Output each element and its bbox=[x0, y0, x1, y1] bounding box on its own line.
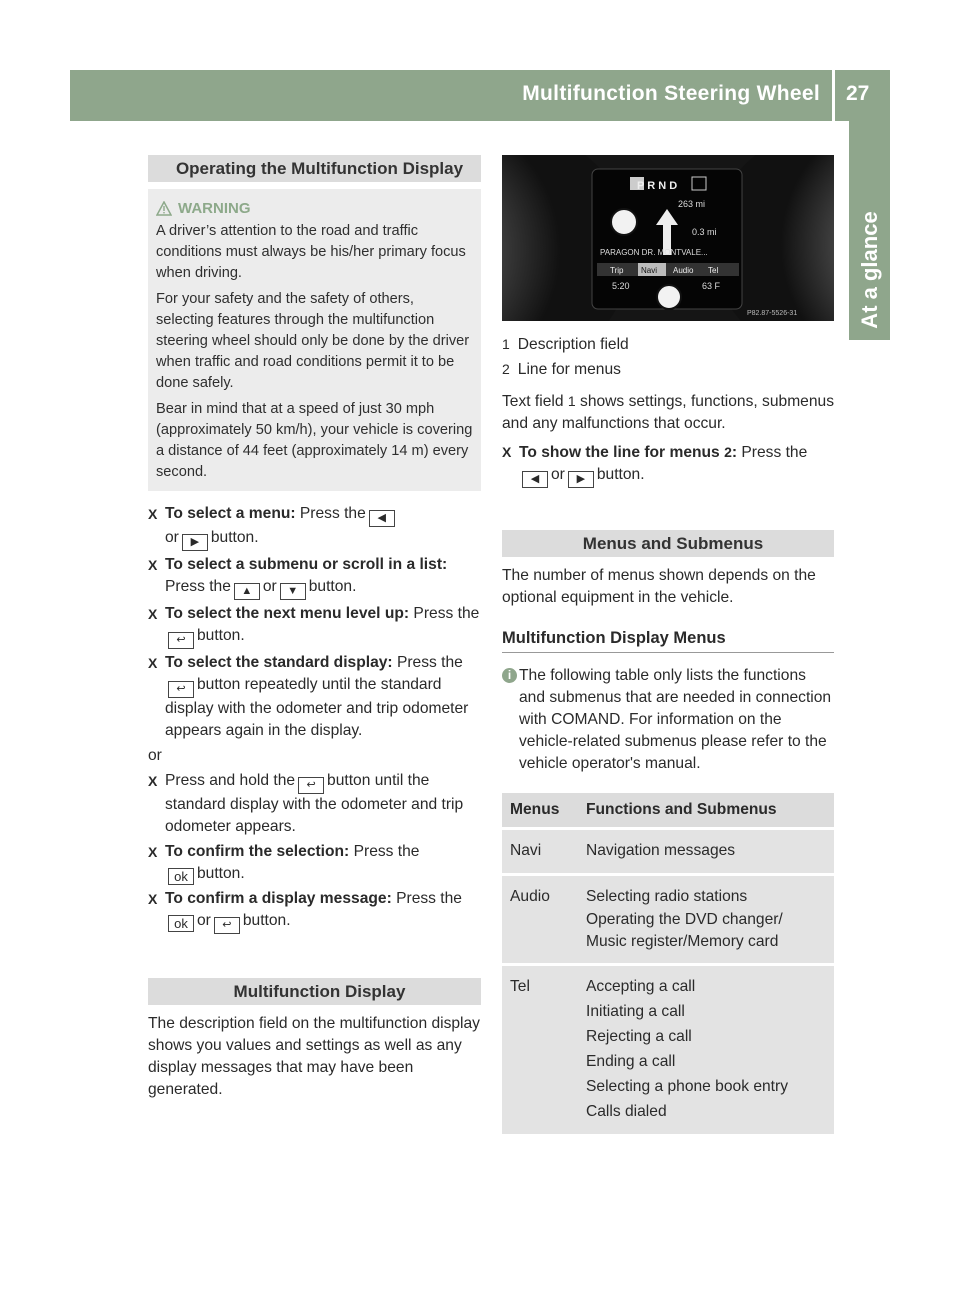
warning-paragraph: For your safety and the safety of others, selecting features through the multifunction steering wheel should only be done by the driver when traffic and road conditions permit it to be done safely. bbox=[156, 291, 470, 391]
cluster-illustration bbox=[502, 155, 834, 321]
step-standard-display: X To select the standard display: Press the ↩ button repeatedly until the standard display with the odometer and trip odometer appears again in the display. bbox=[148, 654, 469, 739]
side-tab-label-box bbox=[849, 200, 890, 340]
warning-title bbox=[156, 198, 473, 219]
warning-paragraph: A driver’s attention to the road and traffic conditions must always be his/her primary focus when driving. bbox=[156, 223, 466, 281]
column-header: Menus bbox=[502, 793, 578, 827]
ok-key-icon: ok bbox=[168, 868, 194, 885]
warning-paragraph: Bear in mind that at a speed of just 30 mph (approximately 50 km/h), your vehicle is covering a distance of 44 feet (approximately 14 m) every second. bbox=[156, 401, 473, 480]
callout-2-icon: 2 bbox=[502, 361, 510, 377]
warning-box bbox=[148, 189, 481, 491]
right-arrow-key-icon: ▶ bbox=[182, 534, 208, 551]
table-row bbox=[502, 876, 834, 963]
menu-cell: Audio bbox=[502, 876, 578, 963]
table-row bbox=[502, 966, 834, 1134]
page-number: 27 bbox=[846, 82, 870, 105]
step-marker-icon: X bbox=[148, 655, 158, 671]
distance-readout: 263 mi bbox=[678, 199, 706, 209]
table-row bbox=[502, 830, 834, 873]
street-readout: PARAGON DR. MONTVALE... bbox=[600, 248, 708, 257]
steps-list-right bbox=[502, 441, 834, 488]
functions-cell: Accepting a call Initiating a call Rejecting a call Ending a call Selecting a phone book entry Calls dialed bbox=[578, 966, 834, 1134]
back-key-icon: ↩ bbox=[168, 632, 194, 649]
step-show-menu-line: X To show the line for menus 2: Press the ◀ or ▶ button. bbox=[502, 441, 834, 488]
legend-item: 1 Description field bbox=[502, 332, 834, 357]
functions-cell: Selecting radio stations Operating the DVD changer/ Music register/Memory card bbox=[578, 876, 834, 963]
up-arrow-key-icon: ▲ bbox=[234, 583, 260, 600]
or-text: or bbox=[148, 747, 162, 764]
legend-item: 2 Line for menus bbox=[502, 357, 834, 382]
section-heading-menus: Menus and Submenus bbox=[502, 530, 834, 557]
steps-list bbox=[148, 503, 481, 934]
step-press-hold: X Press and hold the ↩ button until the standard display with the odometer and trip odometer appears. bbox=[148, 772, 464, 835]
section-text: The number of menus shown depends on the optional equipment in the vehicle. bbox=[502, 567, 816, 606]
menu-cell: Navi bbox=[502, 830, 578, 873]
page-title: Multifunction Steering Wheel bbox=[522, 82, 820, 105]
menu-item-tel: Tel bbox=[708, 266, 719, 275]
instrument-cluster-photo bbox=[502, 155, 834, 321]
back-key-icon: ↩ bbox=[214, 917, 240, 934]
step-select-menu: X To select a menu: Press the ◀ or ▶ button. bbox=[148, 503, 481, 551]
step-marker-icon: X bbox=[148, 506, 158, 522]
step-marker-icon: X bbox=[502, 444, 512, 460]
temp-readout: 63 F bbox=[702, 281, 721, 291]
table-header-row bbox=[502, 793, 834, 827]
text-field-description: Text field 1 shows settings, functions, submenus and any malfunctions that occur. bbox=[502, 393, 834, 432]
left-arrow-key-icon: ◀ bbox=[369, 510, 395, 527]
section-heading-operating: Operating the Multifunction Display bbox=[148, 155, 481, 182]
image-reference: P82.87-5526-31 bbox=[747, 310, 798, 317]
step-marker-icon: X bbox=[148, 557, 158, 573]
right-column bbox=[502, 155, 834, 1137]
functions-cell: Navigation messages bbox=[578, 830, 834, 873]
menu-item-trip: Trip bbox=[610, 266, 624, 275]
section-heading-multifunction-display: Multifunction Display bbox=[148, 978, 481, 1005]
menu-item-navi: Navi bbox=[641, 266, 658, 275]
menu-cell: Tel bbox=[502, 966, 578, 1134]
back-key-icon: ↩ bbox=[298, 777, 324, 794]
info-note: i The following table only lists the functions and submenus that are needed in connection with COMAND. For information on the vehicle-related submenus please refer to the vehicle operator's manual. bbox=[502, 665, 834, 775]
back-key-icon: ↩ bbox=[168, 681, 194, 698]
gear-indicator: P R N D bbox=[637, 180, 678, 192]
legend bbox=[502, 332, 834, 382]
step-confirm-selection: X To confirm the selection: Press the ok button. bbox=[148, 843, 420, 884]
header-separator bbox=[832, 70, 835, 121]
next-turn-readout: 0.3 mi bbox=[692, 227, 717, 237]
step-marker-icon: X bbox=[148, 606, 158, 622]
step-marker-icon: X bbox=[148, 773, 158, 789]
warning-triangle-icon bbox=[156, 201, 172, 216]
side-tab-label: At a glance bbox=[856, 211, 882, 329]
down-arrow-key-icon: ▼ bbox=[280, 583, 306, 600]
warning-label: WARNING bbox=[178, 200, 251, 217]
step-marker-icon: X bbox=[148, 891, 158, 907]
column-header: Functions and Submenus bbox=[578, 793, 834, 827]
left-arrow-key-icon: ◀ bbox=[522, 471, 548, 488]
step-marker-icon: X bbox=[148, 844, 158, 860]
left-column bbox=[148, 155, 481, 1101]
right-arrow-key-icon: ▶ bbox=[568, 471, 594, 488]
subheading-display-menus: Multifunction Display Menus bbox=[502, 629, 834, 653]
section-text: The description field on the multifunction display shows you values and settings as well as any display messages that may have been generated. bbox=[148, 1015, 480, 1098]
menus-table bbox=[502, 790, 834, 1137]
info-icon: i bbox=[502, 668, 517, 683]
callout-1-icon: 1 bbox=[502, 336, 510, 352]
menu-item-audio: Audio bbox=[673, 266, 694, 275]
step-select-submenu: X To select a submenu or scroll in a list: Press the ▲ or ▼ button. bbox=[148, 554, 481, 600]
ok-key-icon: ok bbox=[168, 915, 194, 932]
step-confirm-message: X To confirm a display message: Press the ok or ↩ button. bbox=[148, 888, 481, 934]
step-menu-level-up: X To select the next menu level up: Press the↩ button. bbox=[148, 603, 481, 649]
time-readout: 5:20 bbox=[612, 281, 630, 291]
